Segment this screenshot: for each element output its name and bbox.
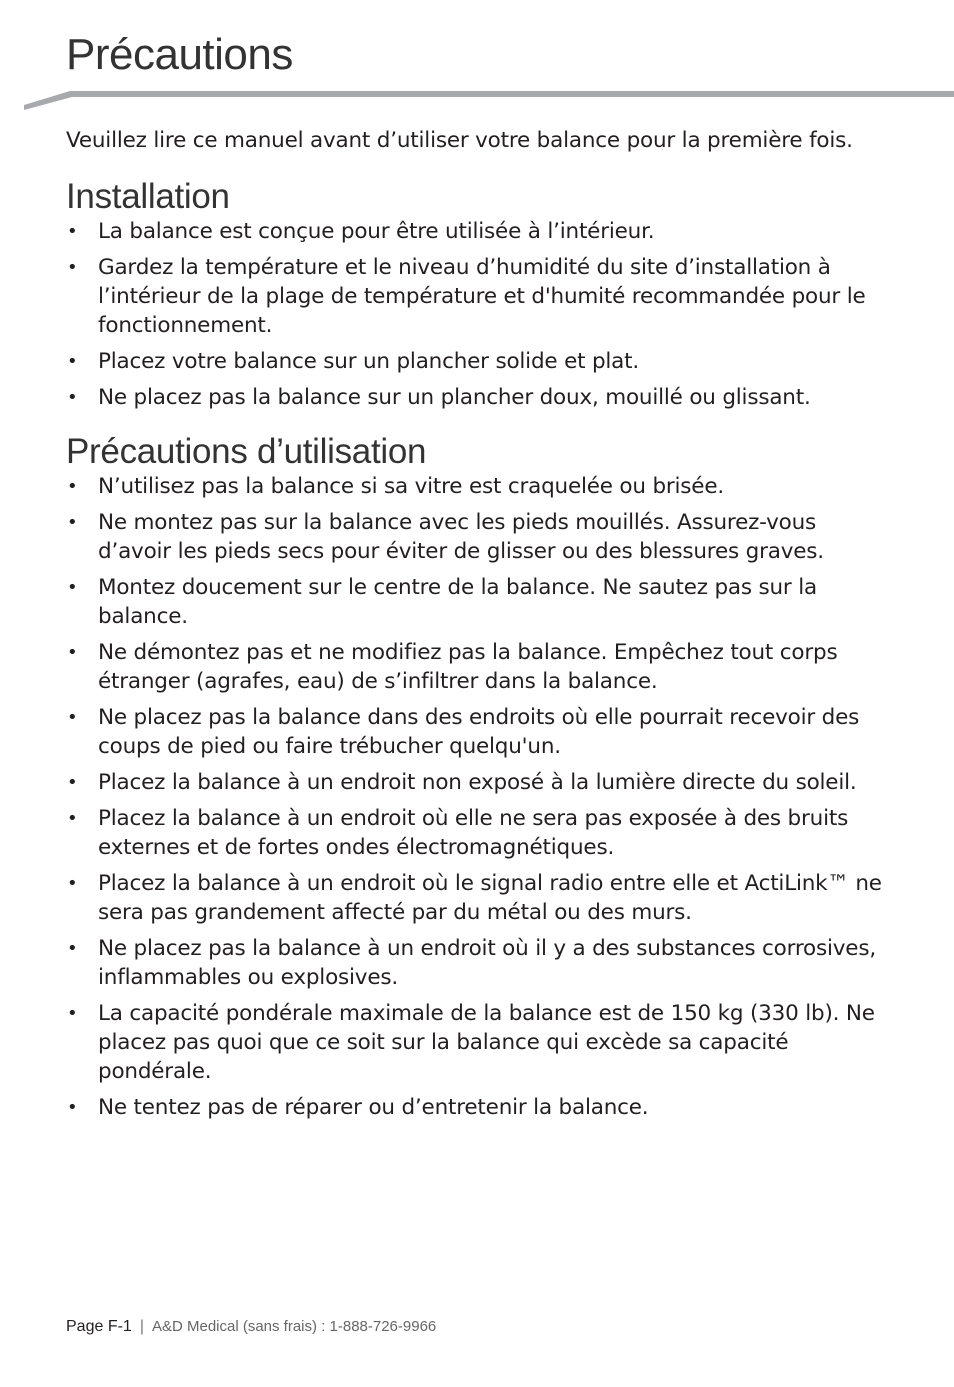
list-item [66,383,886,412]
list-item [66,472,886,501]
bullet-icon: • [67,221,78,242]
list-item-text: La balance est conçue pour être utilisée à l’intérieur. [98,219,655,244]
title-rule-bar [24,91,954,110]
list-item [66,253,886,340]
list-item-text: Gardez la température et le niveau d’humidité du site d’installation à l’intérieur de la plage de température et d'humité recommandée pour le fonctionnement. [98,255,866,338]
footer-contact: A&D Medical (sans frais) : 1-888-726-9966 [151,1318,437,1335]
bullet-icon: • [67,1097,78,1118]
title-rule [0,84,954,114]
section-heading-installation: Installation [66,177,230,216]
list-item-text: La capacité pondérale maximale de la balance est de 150 kg (330 lb). Ne placez pas quoi que ce soit sur la balance qui excède sa capacité pondérale. [98,1001,875,1084]
list-item-text: Placez la balance à un endroit où elle ne sera pas exposée à des bruits externes et de fortes ondes électromagnétiques. [98,806,849,860]
bullet-icon: • [67,512,78,533]
list-item [66,869,886,927]
list-item-text: Ne placez pas la balance sur un plancher doux, mouillé ou glissant. [98,385,811,410]
list-item [66,508,886,566]
list-item-text: Placez la balance à un endroit où le signal radio entre elle et ActiLink™ ne sera pas grandement affecté par du métal ou des murs. [98,871,882,925]
bullet-icon: • [67,577,78,598]
list-item-text: Ne placez pas la balance à un endroit où il y a des substances corrosives, inflammables ou explosives. [98,936,876,990]
list-item-text: Ne démontez pas et ne modifiez pas la balance. Empêchez tout corps étranger (agrafes, eau) de s’infiltrer dans la balance. [98,640,838,694]
list-item [66,217,886,246]
section-heading-usage-precautions: Précautions d’utilisation [66,432,427,471]
main-content [66,126,886,1122]
list-item-text: Ne placez pas la balance dans des endroits où elle pourrait recevoir des coups de pied ou faire trébucher quelqu'un. [98,705,860,759]
list-item-text: Placez votre balance sur un plancher solide et plat. [98,349,640,374]
footer-separator: | [139,1318,144,1335]
bullet-icon: • [67,476,78,497]
bullet-icon: • [67,257,78,278]
bullet-icon: • [67,387,78,408]
list-item [66,703,886,761]
list-item [66,804,886,862]
bullet-icon: • [67,873,78,894]
list-item [66,573,886,631]
bullet-icon: • [67,642,78,663]
list-item [66,1093,886,1122]
bullet-icon: • [67,808,78,829]
list-item-text: Montez doucement sur le centre de la balance. Ne sautez pas sur la balance. [98,575,817,629]
bullet-icon: • [67,351,78,372]
installation-list [66,217,886,412]
usage-precautions-list [66,472,886,1122]
list-item-text: N’utilisez pas la balance si sa vitre est craquelée ou brisée. [98,474,724,499]
page-footer [66,1318,436,1336]
list-item [66,999,886,1086]
list-item [66,638,886,696]
list-item [66,768,886,797]
list-item-text: Placez la balance à un endroit non exposé à la lumière directe du soleil. [98,770,857,795]
page-number: Page F-1 [66,1318,132,1335]
page-title: Précautions [66,30,293,79]
list-item-text: Ne tentez pas de réparer ou d’entretenir la balance. [98,1095,649,1120]
list-item [66,934,886,992]
intro-paragraph: Veuillez lire ce manuel avant d’utiliser votre balance pour la première fois. [66,128,853,153]
list-item-text: Ne montez pas sur la balance avec les pieds mouillés. Assurez-vous d’avoir les pieds secs pour éviter de glisser ou des blessures graves. [98,510,824,564]
list-item [66,347,886,376]
bullet-icon: • [67,772,78,793]
bullet-icon: • [67,707,78,728]
bullet-icon: • [67,1003,78,1024]
bullet-icon: • [67,938,78,959]
